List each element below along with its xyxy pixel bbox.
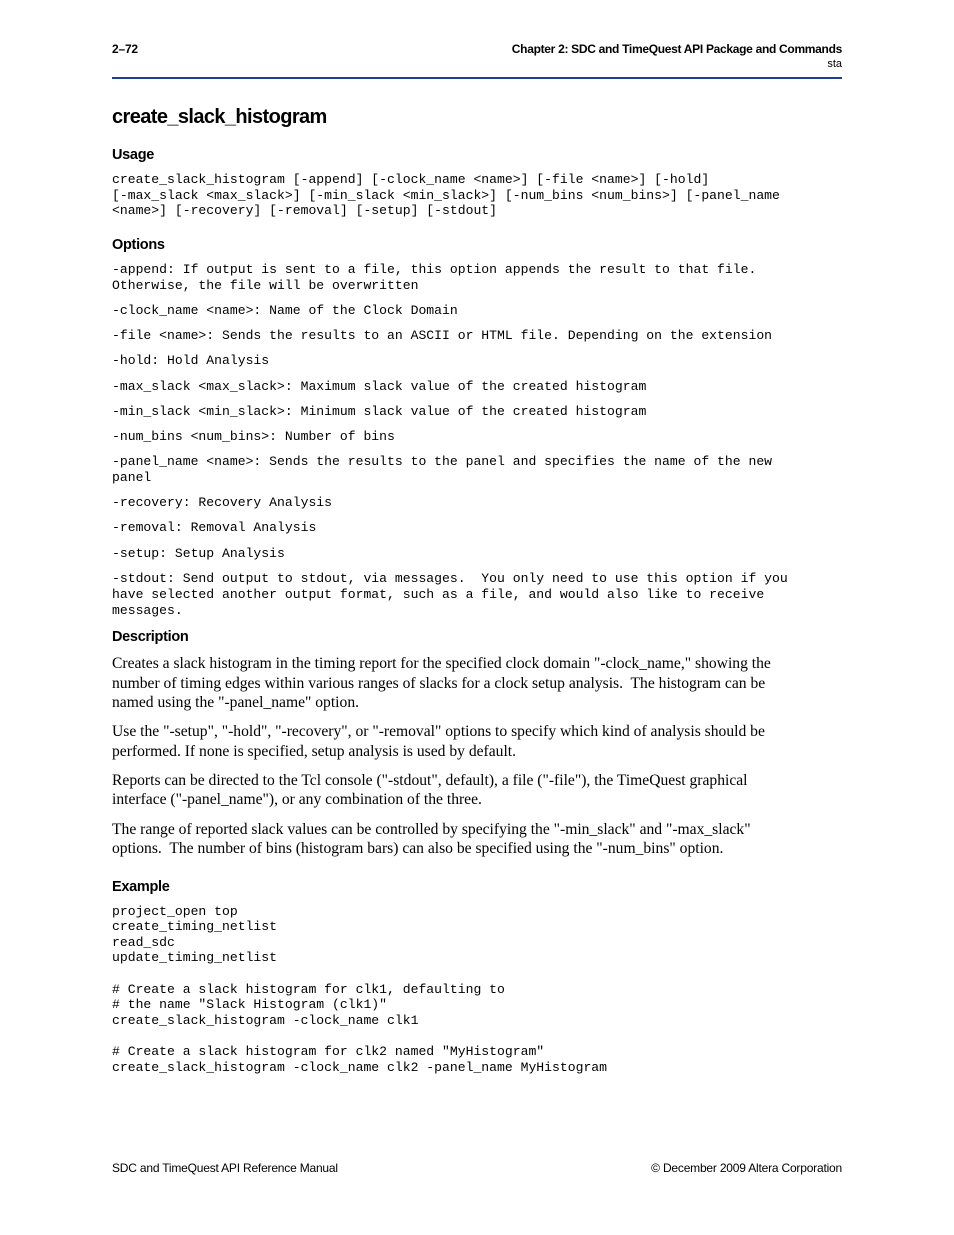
usage-block <box>112 172 847 219</box>
example-heading: Example <box>112 878 170 895</box>
usage-heading: Usage <box>112 147 155 163</box>
description-paragraph: Reports can be directed to the Tcl console ("-stdout", default), a file ("-file"), the TimeQuest graphical interface ("-panel_name"), or any combination of the three. <box>112 771 748 809</box>
option-item-setup: -setup: Setup Analysis <box>112 545 285 561</box>
page-header <box>112 42 842 80</box>
footer-manual-title: SDC and TimeQuest API Reference Manual <box>112 1161 338 1175</box>
description-paragraph: Creates a slack histogram in the timing report for the specified clock domain "-clock_name," showing the number of timing edges within various ranges of slacks for a clock setup analysis. The histogram can be named using the "-panel_name" option. <box>112 655 771 712</box>
option-item-clock-name: -clock_name <name>: Name of the Clock Domain <box>112 302 458 318</box>
page-number: 2–72 <box>112 42 138 56</box>
option-item-max-slack: -max_slack <max_slack>: Maximum slack value of the created histogram <box>112 378 647 394</box>
footer-copyright: © December 2009 Altera Corporation <box>651 1161 842 1175</box>
description-heading: Description <box>112 629 189 646</box>
usage-line: create_slack_histogram [-append] [-clock_name <name>] [-file <name>] [-hold] <box>112 172 710 187</box>
page-footer <box>112 1161 842 1179</box>
description-paragraph: The range of reported slack values can be controlled by specifying the "-min_slack" and "-max_slack" options. The number of bins (histogram bars) can also be specified using the "-num_bins" option. <box>112 820 751 858</box>
header-rule <box>112 77 842 79</box>
option-item-panel-name: -panel_name <name>: Sends the results to the panel and specifies the name of the new panel <box>112 454 773 486</box>
option-item-num-bins: -num_bins <num_bins>: Number of bins <box>112 428 395 444</box>
example-code-block: project_open top create_timing_netlist read_sdc update_timing_netlist # Create a slack histogram for clk1, defaulting to # the name "Slack Histogram (clk1)" create_slack_histogram -clock_name clk1 # Create a slack histogram for clk2 named "MyHistogram" create_slack_histogram -clock_name clk2 -panel_name MyHistogram <box>112 903 608 1075</box>
command-title: create_slack_histogram <box>112 106 327 128</box>
section-tag: sta <box>827 58 842 70</box>
option-item-file: -file <name>: Sends the results to an ASCII or HTML file. Depending on the extension <box>112 328 773 344</box>
option-item-append: -append: If output is sent to a file, this option appends the result to that file. Otherwise, the file will be overwritten <box>112 261 757 293</box>
option-item-recovery: -recovery: Recovery Analysis <box>112 495 333 511</box>
options-list <box>112 262 847 619</box>
option-item-removal: -removal: Removal Analysis <box>112 520 317 536</box>
usage-line: [-max_slack <max_slack>] [-min_slack <min_slack>] [-num_bins <num_bins>] [-panel_name <box>112 187 780 203</box>
description-paragraph: Use the "-setup", "-hold", "-recovery", or "-removal" options to specify which kind of analysis should be performed. If none is specified, setup analysis is used by default. <box>112 723 765 760</box>
option-item-stdout: -stdout: Send output to stdout, via messages. You only need to use this option if you have selected another output format, such as a file, and would also like to receive messages. <box>112 570 788 618</box>
option-item-hold: -hold: Hold Analysis <box>112 353 270 369</box>
main-content <box>112 103 847 1075</box>
description-body <box>112 654 847 859</box>
chapter-title: Chapter 2: SDC and TimeQuest API Package and Commands <box>511 42 842 56</box>
usage-line: <name>] [-recovery] [-removal] [-setup] [-stdout] <box>112 203 498 219</box>
option-item-min-slack: -min_slack <min_slack>: Minimum slack value of the created histogram <box>112 403 647 419</box>
options-heading: Options <box>112 236 165 253</box>
